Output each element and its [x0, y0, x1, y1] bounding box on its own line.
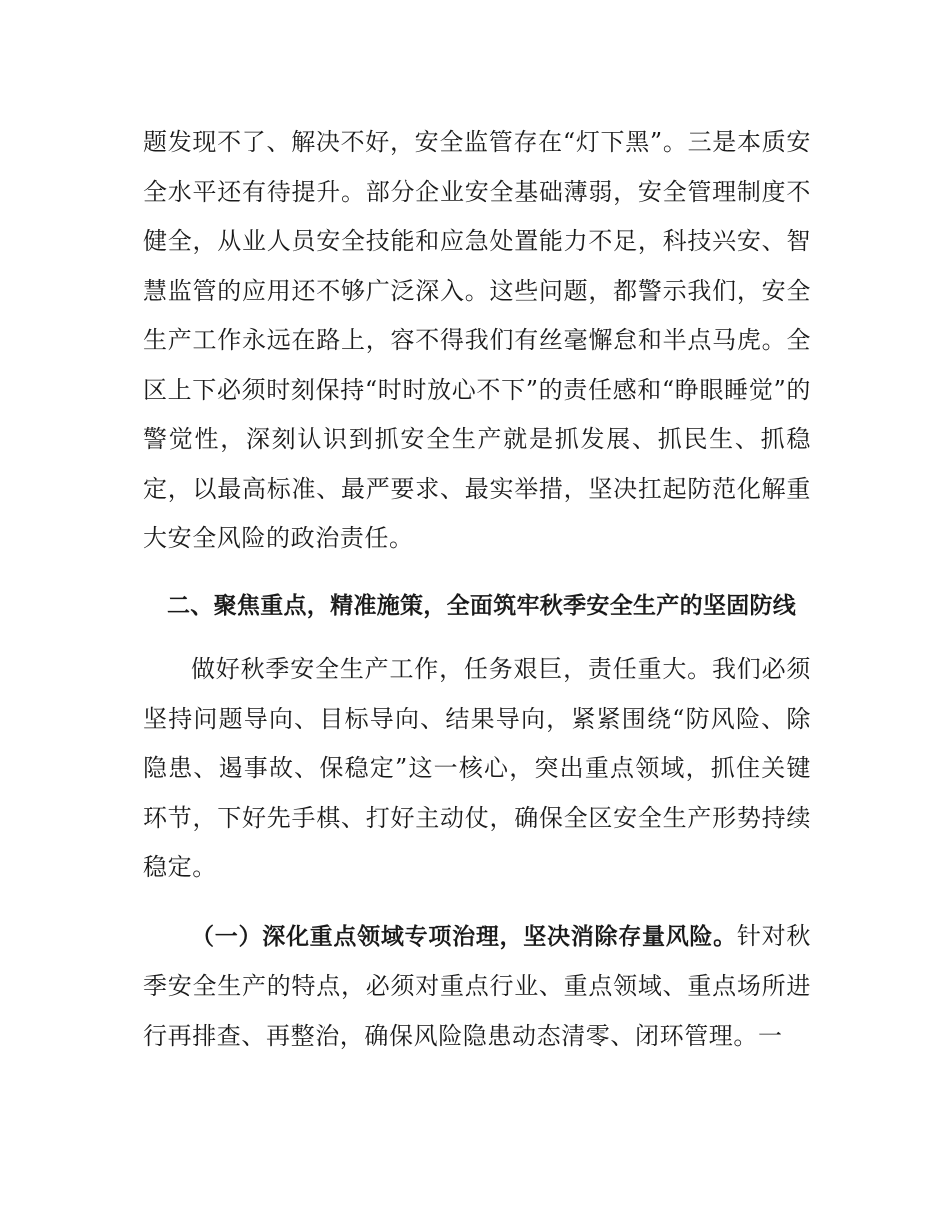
body-paragraph-3-text: 针对秋季安全生产的特点，必须对重点行业、重点领域、重点场所进行再排查、再整治，确保风险隐患动态清零、闭环管理。一 [143, 921, 811, 1050]
body-paragraph-1: 题发现不了、解决不好，安全监管存在“灯下黑”。三是本质安全水平还有待提升。部分企业安全基础薄弱，安全管理制度不健全，从业人员安全技能和应急处置能力不足，科技兴安、智慧监管的应用还不够广泛深入。这些问题，都警示我们，安全生产工作永远在路上，容不得我们有丝毫懈怠和半点马虎。全区上下必须时刻保持“时时放心不下”的责任感和“睁眼睡觉”的警觉性，深刻认识到抓安全生产就是抓发展、抓民生、抓稳定，以最高标准、最严要求、最实举措，坚决扛起防范化解重大安全风险的政治责任。 [143, 128, 811, 552]
subsection-lead: （一）深化重点领域专项治理，坚决消除存量风险。 [191, 923, 737, 950]
body-paragraph-2: 做好秋季安全生产工作，任务艰巨，责任重大。我们必须坚持问题导向、目标导向、结果导向，紧紧围绕“防风险、除隐患、遏事故、保稳定”这一核心，突出重点领域，抓住关键环节，下好先手棋、打好主动仗，确保全区安全生产形势持续稳定。 [143, 655, 811, 881]
document-page [143, 118, 811, 1061]
body-paragraph-3 [143, 912, 811, 1062]
section-heading-2: 二、聚焦重点，精准施策，全面筑牢秋季安全生产的坚固防线 [167, 592, 797, 619]
